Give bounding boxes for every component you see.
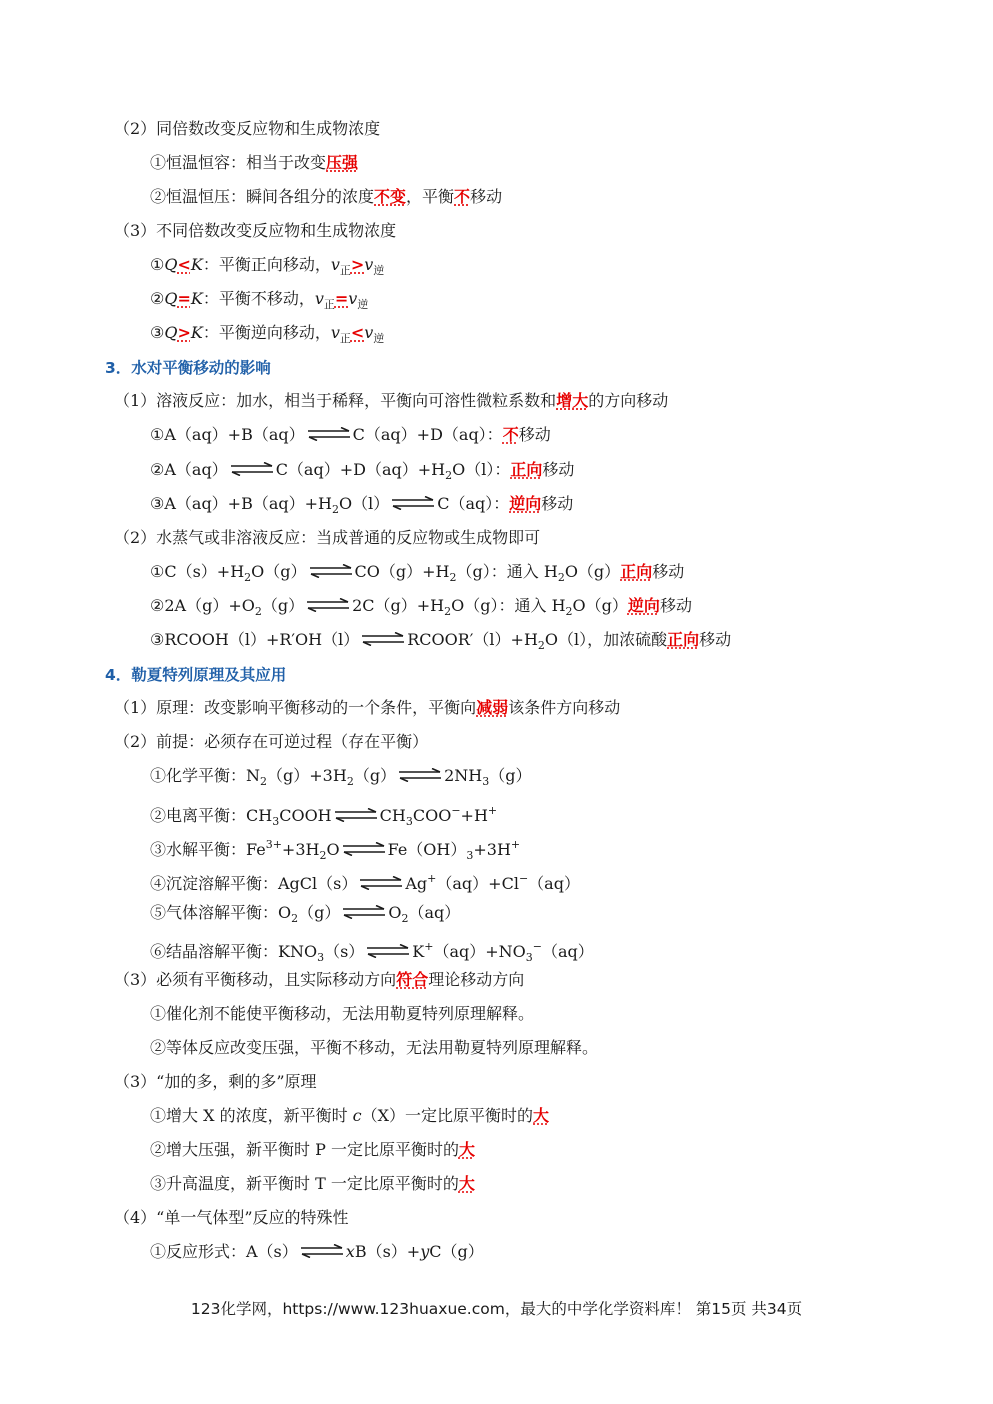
text: （X）一定比原平衡时的 — [361, 1106, 534, 1125]
subscript: 2 — [537, 639, 545, 652]
item-line — [150, 254, 384, 282]
text: （g） — [261, 596, 305, 615]
text: Fe（OH） — [387, 840, 467, 859]
symbol-v: v — [330, 323, 340, 342]
symbol-v: v — [314, 289, 324, 308]
reversible-arrow-icon — [309, 564, 353, 578]
item-line — [150, 1003, 534, 1025]
superscript: + — [510, 838, 521, 851]
text: C（aq）+D（aq）： — [352, 425, 503, 444]
subscript: 正 — [339, 264, 351, 277]
text: ①A（aq）+B（aq） — [150, 425, 305, 444]
subsection-line — [114, 390, 668, 412]
subsection-line — [114, 1207, 349, 1229]
answer-highlight: 正向 — [667, 630, 700, 649]
symbol-v: v — [348, 289, 358, 308]
subsection-line — [114, 697, 620, 719]
subscript: 2 — [319, 849, 327, 862]
text: （2）水蒸气或非溶液反应：当成普通的反应物或生成物即可 — [114, 528, 541, 547]
subsection-line — [114, 731, 428, 753]
text: ③水解平衡：Fe — [150, 840, 266, 859]
reversible-arrow-icon — [342, 842, 386, 856]
subscript: 2 — [346, 775, 354, 788]
subscript: 2 — [254, 605, 262, 618]
symbol-k: K — [190, 289, 203, 308]
answer-highlight: 不变 — [374, 187, 407, 206]
equation-line — [150, 765, 531, 793]
text: （3）不同倍数改变反应物和生成物浓度 — [114, 221, 397, 240]
reversible-arrow-icon — [230, 462, 274, 476]
text: 的方向移动 — [588, 391, 669, 410]
superscript: − — [451, 804, 461, 817]
equation-line — [150, 459, 574, 487]
text: O（g）：通入 H — [451, 596, 566, 615]
answer-highlight: 正向 — [510, 460, 543, 479]
answer-highlight: 大 — [458, 1140, 475, 1159]
subscript: 2 — [332, 503, 339, 516]
text: 理论移动方向 — [428, 970, 525, 989]
text: （g） — [489, 766, 532, 785]
text: K — [412, 942, 425, 961]
text: ② — [150, 289, 165, 308]
symbol-v: v — [330, 255, 340, 274]
text: O — [388, 903, 402, 922]
text: +3H — [473, 840, 511, 859]
reversible-arrow-icon — [359, 876, 403, 890]
subscript: 2 — [449, 571, 457, 584]
symbol-k: K — [190, 255, 203, 274]
subscript: 3 — [317, 951, 325, 964]
text: ：平衡不移动， — [202, 289, 315, 308]
item-line — [150, 1037, 598, 1059]
answer-highlight: 增大 — [556, 391, 589, 410]
text: C（aq）： — [437, 494, 510, 513]
answer-highlight: 逆向 — [627, 596, 660, 615]
item-line — [150, 1139, 475, 1161]
answer-highlight: 大 — [458, 1174, 475, 1193]
text: ⑥结晶溶解平衡：KNO — [150, 942, 318, 961]
text: 移动 — [699, 630, 732, 649]
text: CO（g）+H — [354, 562, 450, 581]
item-line — [150, 1173, 475, 1195]
text: C（aq）+D（aq）+H — [275, 460, 446, 479]
text: O（l）： — [452, 460, 511, 479]
equation-line — [150, 800, 497, 833]
superscript: + — [427, 872, 437, 885]
text: ②A（aq） — [150, 460, 228, 479]
text: ①增大 X 的浓度，新平衡时 — [150, 1106, 353, 1125]
answer-highlight: > — [350, 255, 365, 274]
text: ：平衡正向移动， — [202, 255, 331, 274]
text: （2）同倍数改变反应物和生成物浓度 — [114, 119, 381, 138]
item-line — [150, 322, 384, 350]
text: O（l） — [339, 494, 390, 513]
equation-line — [150, 1241, 484, 1263]
answer-highlight: 不 — [454, 187, 471, 206]
text: （aq）+Cl — [436, 874, 519, 893]
text: （aq） — [408, 903, 461, 922]
heading-text: 4．勒夏特列原理及其应用 — [105, 666, 287, 684]
subscript: 2 — [445, 469, 453, 482]
superscript: 3+ — [265, 838, 282, 851]
text: ①恒温恒容：相当于改变 — [150, 153, 327, 172]
text: RCOOR′（l）+H — [407, 630, 538, 649]
text: 移动 — [652, 562, 685, 581]
reversible-arrow-icon — [334, 808, 378, 822]
answer-highlight: < — [350, 323, 365, 342]
reversible-arrow-icon — [366, 944, 410, 958]
subscript: 正 — [339, 332, 351, 345]
subscript: 逆 — [373, 264, 385, 277]
page-footer: 123化学网，https://www.123huaxue.com，最大的中学化学资料库！ 第15页 共34页 — [190, 1300, 803, 1318]
text: O（l），加浓硫酸 — [544, 630, 668, 649]
item-line — [150, 186, 502, 208]
answer-highlight: 减弱 — [476, 698, 509, 717]
reversible-arrow-icon — [306, 598, 350, 612]
reversible-arrow-icon — [342, 905, 386, 919]
symbol-v: v — [364, 323, 374, 342]
subsection-line — [114, 1071, 317, 1093]
superscript: − — [532, 940, 542, 953]
answer-highlight: > — [177, 323, 191, 342]
subscript: 2 — [565, 605, 573, 618]
text: ③ — [150, 323, 165, 342]
reversible-arrow-icon — [300, 1244, 344, 1258]
text: ②2A（g）+O — [150, 596, 255, 615]
answer-highlight: = — [334, 289, 349, 308]
subscript: 2 — [260, 775, 268, 788]
subsection-line — [114, 969, 524, 991]
answer-highlight: 压强 — [326, 153, 359, 172]
text: （2）前提：必须存在可逆过程（存在平衡） — [114, 732, 429, 751]
text: （1）溶液反应：加水，相当于稀释，平衡向可溶性微粒系数和 — [114, 391, 557, 410]
equation-line — [150, 834, 520, 867]
equation-line — [150, 424, 551, 446]
reversible-arrow-icon — [307, 427, 351, 441]
answer-highlight: 符合 — [396, 970, 429, 989]
text: （aq） — [542, 942, 594, 961]
text: ③RCOOH（l）+R′OH（l） — [150, 630, 360, 649]
answer-highlight: < — [177, 255, 191, 274]
text: O（g） — [564, 562, 621, 581]
text: ①催化剂不能使平衡移动，无法用勒夏特列原理解释。 — [150, 1004, 535, 1023]
text: ③升高温度，新平衡时 T 一定比原平衡时的 — [150, 1174, 459, 1193]
text: 移动 — [542, 460, 575, 479]
subscript: 2 — [444, 605, 452, 618]
subscript: 3 — [405, 815, 413, 828]
text: 移动 — [470, 187, 503, 206]
equation-line — [150, 629, 731, 657]
text: （aq）+NO — [433, 942, 526, 961]
text: （1）原理：改变影响平衡移动的一个条件，平衡向 — [114, 698, 477, 717]
text: ，平衡 — [406, 187, 455, 206]
text: 移动 — [541, 494, 574, 513]
section-heading — [105, 664, 286, 686]
subscript: 2 — [401, 912, 409, 925]
item-line — [150, 152, 358, 174]
symbol-y: y — [420, 1242, 430, 1261]
text: 2C（g）+H — [352, 596, 445, 615]
equation-line — [150, 595, 692, 623]
text: O — [326, 840, 340, 859]
subsection-line — [114, 527, 540, 549]
subscript: 正 — [323, 298, 335, 311]
subscript: 2 — [557, 571, 565, 584]
symbol-x: x — [345, 1242, 355, 1261]
text: 该条件方向移动 — [508, 698, 621, 717]
text: COOH — [279, 806, 332, 825]
answer-highlight: = — [177, 289, 191, 308]
equation-line — [150, 902, 460, 930]
text: ②增大压强，新平衡时 P 一定比原平衡时的 — [150, 1140, 459, 1159]
text: ①化学平衡：N — [150, 766, 261, 785]
symbol-q: Q — [164, 323, 178, 342]
subscript: 3 — [466, 849, 474, 862]
text: （s） — [324, 942, 365, 961]
text: B（s）+ — [354, 1242, 421, 1261]
text: ：平衡逆向移动， — [202, 323, 331, 342]
equation-line — [150, 493, 573, 521]
subscript: 3 — [272, 815, 280, 828]
equation-line — [150, 561, 684, 589]
text: +3H — [281, 840, 320, 859]
heading-text: 3．水对平衡移动的影响 — [105, 359, 271, 377]
subscript: 3 — [482, 775, 490, 788]
text: （g） — [298, 903, 341, 922]
subsection-line — [114, 118, 380, 140]
answer-highlight: 正向 — [620, 562, 653, 581]
answer-highlight: 逆向 — [509, 494, 542, 513]
superscript: + — [487, 804, 498, 817]
text: CH — [379, 806, 406, 825]
text: ②等体反应改变压强，平衡不移动，无法用勒夏特列原理解释。 — [150, 1038, 599, 1057]
equation-line — [150, 868, 580, 895]
answer-highlight: 不 — [502, 425, 519, 444]
superscript: + — [424, 940, 434, 953]
reversible-arrow-icon — [361, 632, 405, 646]
text: +H — [460, 806, 488, 825]
text: COO — [412, 806, 452, 825]
text: ①反应形式：A（s） — [150, 1242, 298, 1261]
item-line — [150, 1105, 549, 1127]
text: 2NH — [444, 766, 483, 785]
text: C（g） — [429, 1242, 484, 1261]
text: （g）+3H — [267, 766, 347, 785]
text: ②恒温恒压：瞬间各组分的浓度 — [150, 187, 375, 206]
symbol-c: c — [352, 1106, 362, 1125]
text: ① — [150, 255, 165, 274]
symbol-k: K — [190, 323, 203, 342]
subscript: 逆 — [373, 332, 385, 345]
symbol-q: Q — [164, 255, 178, 274]
equation-line — [150, 936, 594, 969]
subscript: 2 — [291, 912, 299, 925]
text: ④沉淀溶解平衡：AgCl（s） — [150, 874, 358, 893]
subscript: 逆 — [357, 298, 369, 311]
text: 移动 — [659, 596, 692, 615]
text: O（g） — [251, 562, 307, 581]
superscript: − — [518, 872, 529, 885]
text: ②电离平衡：CH — [150, 806, 273, 825]
text: ⑤气体溶解平衡：O — [150, 903, 292, 922]
reversible-arrow-icon — [391, 496, 435, 510]
text: （3）“加的多，剩的多”原理 — [114, 1072, 317, 1091]
subscript: 2 — [244, 571, 252, 584]
text: （aq） — [528, 874, 580, 893]
text: （3）必须有平衡移动，且实际移动方向 — [114, 970, 397, 989]
symbol-v: v — [364, 255, 374, 274]
subsection-line — [114, 220, 396, 242]
subscript: 3 — [525, 951, 533, 964]
text: ③A（aq）+B（aq）+H — [150, 494, 332, 513]
answer-highlight: 大 — [533, 1106, 550, 1125]
text: 移动 — [518, 425, 551, 444]
text: O（g） — [572, 596, 628, 615]
text: （4）“单一气体型”反应的特殊性 — [114, 1208, 349, 1227]
item-line — [150, 288, 368, 316]
section-heading — [105, 357, 271, 379]
text: （g） — [353, 766, 397, 785]
text: （g）：通入 H — [456, 562, 558, 581]
symbol-q: Q — [164, 289, 178, 308]
text: Ag — [405, 874, 428, 893]
text: ①C（s）+H — [150, 562, 245, 581]
reversible-arrow-icon — [398, 768, 442, 782]
